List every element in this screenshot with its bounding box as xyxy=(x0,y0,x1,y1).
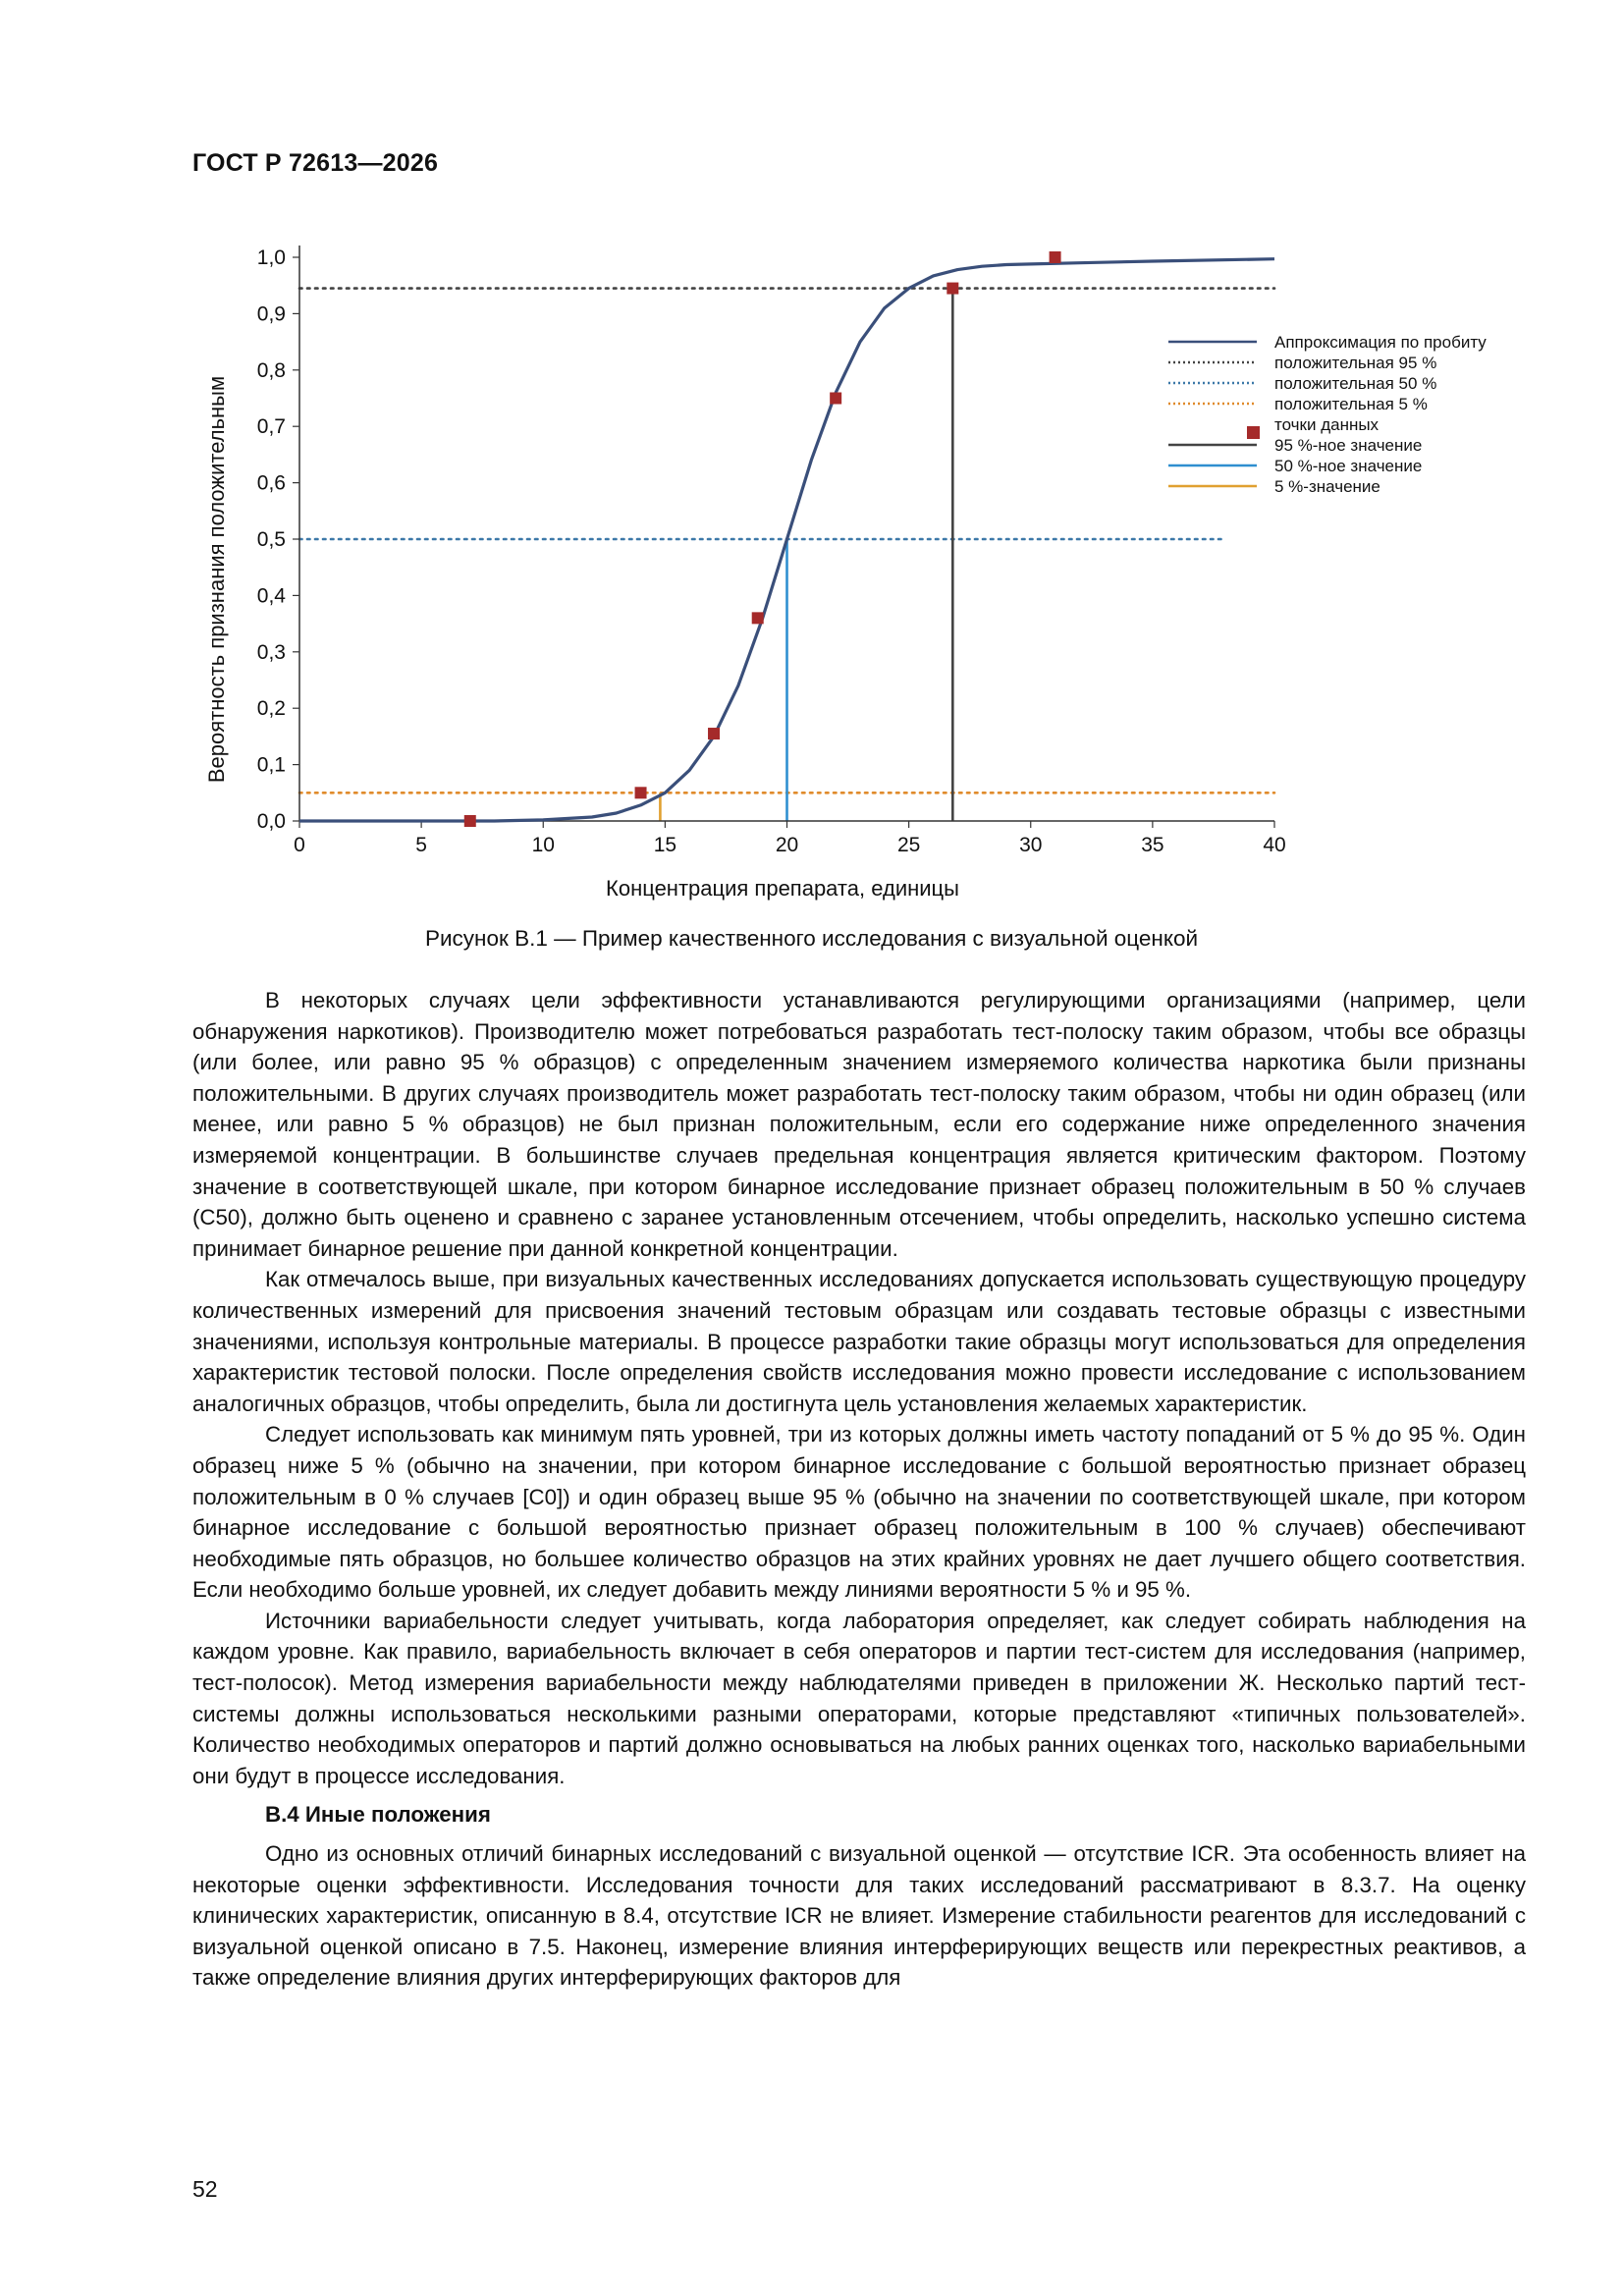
x-tick-label: 5 xyxy=(415,834,427,856)
page-number: 52 xyxy=(192,2176,218,2202)
body-text xyxy=(192,985,1526,1994)
y-axis-title: Вероятность признания положительным xyxy=(204,375,229,784)
y-tick-label: 0,2 xyxy=(256,697,286,721)
figure-caption: Рисунок В.1 — Пример качественного исследования с визуальной оценкой xyxy=(424,926,1199,951)
x-tick-label: 15 xyxy=(653,834,677,856)
y-tick-label: 0,0 xyxy=(256,810,286,833)
probit-chart xyxy=(0,0,1623,913)
x-tick-label: 0 xyxy=(294,834,305,856)
y-tick-label: 0,5 xyxy=(256,528,286,551)
y-tick-label: 0,7 xyxy=(256,415,286,439)
legend-label: 50 %-ное значение xyxy=(1274,457,1423,475)
data-point xyxy=(464,815,476,827)
y-tick-label: 0,8 xyxy=(256,358,286,382)
data-point xyxy=(752,612,764,624)
document-header: ГОСТ Р 72613—2026 xyxy=(192,149,439,177)
legend-label: положительная 5 % xyxy=(1274,395,1428,413)
chart-axes xyxy=(257,246,1286,856)
chart-legend xyxy=(1168,333,1487,496)
legend-label: Аппроксимация по пробиту xyxy=(1274,333,1487,352)
paragraph: Источники вариабельности следует учитывать, когда лаборатория определяет, как следует собирать наблюдения на каждом уровне. Как правило, вариабельность включает в себя операторов и партии тест-систем для исследования (например, тест-полосок). Метод измерения вариабельности между наблюдателями приведен в приложении Ж. Несколько партий тест-системы должны использоваться несколькими разными операторами, которые представляют «типичных пользователей». Количество необходимых операторов и партий должно основываться на любых ранних оценках того, насколько вариабельными они будут в процессе исследования. xyxy=(192,1608,1526,1788)
data-point xyxy=(708,728,720,739)
y-tick-label: 1,0 xyxy=(256,246,286,269)
legend-swatch xyxy=(1247,426,1260,439)
legend-label: положительная 95 % xyxy=(1274,354,1437,372)
y-tick-label: 0,4 xyxy=(256,584,286,608)
x-tick-label: 40 xyxy=(1263,834,1286,856)
data-point xyxy=(635,787,647,798)
x-axis-title: Концентрация препарата, единицы xyxy=(606,876,959,901)
chart-reference-lines xyxy=(299,289,1274,821)
data-point xyxy=(1050,251,1061,263)
x-tick-label: 25 xyxy=(896,834,921,856)
x-tick-label: 30 xyxy=(1019,834,1043,856)
x-tick-label: 20 xyxy=(775,834,799,856)
paragraph: Следует использовать как минимум пять уровней, три из которых должны иметь частоту попаданий от 5 % до 95 %. Один образец ниже 5 % (обычно на значении, при котором бинарное исследование с большой вероятностью признает образец положительным в 0 % случаев [C0]) и один образец выше 95 % (обычно на значении по соответствующей шкале, при котором бинарное исследование с большой вероятностью признает образец положительным в 100 % случаев) обеспечивают необходимые пять образцов, но большее количество образцов на этих крайних уровнях не дает лучшего общего соответствия. Если необходимо больше уровней, их следует добавить между линиями вероятности 5 % и 95 %. xyxy=(192,1422,1526,1603)
paragraph: Как отмечалось выше, при визуальных качественных исследованиях допускается использовать существующую процедуру количественных измерений для присвоения значений тестовым образцам или создавать тестовые образцы с известными значениями, используя контрольные материалы. В процессе разработки такие образцы могут использоваться для определения характеристик тестовой полоски. После определения свойств исследования можно провести исследование с использованием аналогичных образцов, чтобы определить, была ли достигнута цель установления желаемых характеристик. xyxy=(192,1267,1526,1416)
legend-label: 95 %-ное значение xyxy=(1274,436,1423,455)
paragraph: В некоторых случаях цели эффективности устанавливаются регулирующими организациями (например, цели обнаружения наркотиков). Производителю может потребоваться разработать тест-полоску таким образом, чтобы все образцы (или более, или равно 95 % образцов) с определенным значением измеряемого количества наркотика были признаны положительными. В других случаях производитель может разработать тест-полоску таким образом, чтобы ни один образец (или менее, или равно 5 % образцов) не был признан положительным, если его содержание ниже определенного значения измеряемой концентрации. В большинстве случаев предельная концентрация является критическим фактором. Поэтому значение в соответствующей шкале, при котором бинарное исследование признает образец положительным в 50 % случаев (С50), должно быть оценено и сравнено с заранее установленным отсечением, чтобы определить, насколько успешно система принимает бинарное решение при данной конкретной концентрации. xyxy=(192,988,1526,1261)
legend-label: положительная 50 % xyxy=(1274,374,1437,393)
data-point xyxy=(947,283,958,295)
legend-label: точки данных xyxy=(1274,415,1380,434)
x-tick-label: 35 xyxy=(1141,834,1164,856)
paragraph: Одно из основных отличий бинарных исследований с визуальной оценкой — отсутствие ICR. Эта особенность влияет на некоторые оценки эффективности. Исследования точности для таких исследований рассматривают в 8.3.7. На оценку клинических характеристик, описанную в 8.4, отсутствие ICR не влияет. Измерение стабильности реагентов для исследований с визуальной оценкой описано в 7.5. Наконец, измерение влияния интерферирующих веществ или перекрестных реактивов, а также определение влияния других интерферирующих факторов для xyxy=(192,1841,1526,1991)
legend-label: 5 %-значение xyxy=(1274,477,1380,496)
y-tick-label: 0,6 xyxy=(256,471,286,495)
section-heading: В.4 Иные положения xyxy=(265,1802,491,1828)
y-tick-label: 0,1 xyxy=(256,753,286,777)
x-tick-label: 10 xyxy=(531,834,555,856)
y-tick-label: 0,9 xyxy=(256,302,286,326)
y-tick-label: 0,3 xyxy=(256,640,286,664)
data-point xyxy=(830,393,841,405)
